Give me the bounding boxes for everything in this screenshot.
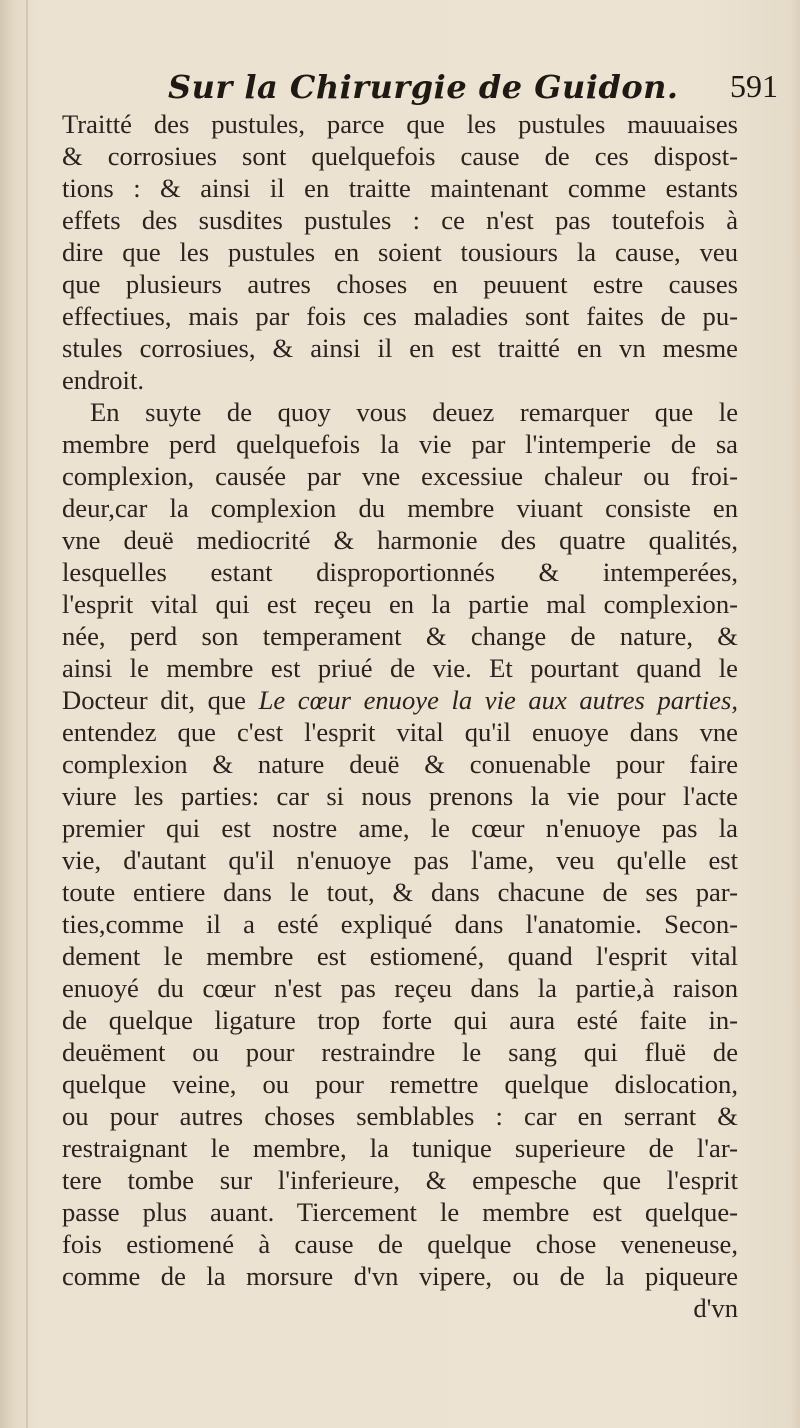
text-line: enuoyé du cœur n'est pas reçeu dans la partie,à raison (62, 973, 738, 1003)
quoted-phrase: Le cœur enuoye la vie aux autres parties, (258, 685, 738, 715)
body-text (62, 108, 738, 1324)
text-line: quelque veine, ou pour remettre quelque dislocation, (62, 1069, 738, 1099)
text-line: que plusieurs autres choses en peuuent estre causes (62, 269, 738, 299)
text-line: comme de la morsure d'vn vipere, ou de la piqueure (62, 1261, 738, 1291)
text-line: stules corrosiues, & ainsi il en est traitté en vn mesme (62, 333, 738, 363)
text-line: vne deuë mediocrité & harmonie des quatre qualités, (62, 525, 738, 555)
text-line: l'esprit vital qui est reçeu en la partie mal complexion- (62, 589, 738, 619)
text-line: entendez que c'est l'esprit vital qu'il enuoye dans vne (62, 717, 738, 747)
text-line: dire que les pustules en soient tousiours la cause, veu (62, 237, 738, 267)
text-line: ou pour autres choses semblables : car en serrant & (62, 1101, 738, 1131)
page-gutter (26, 0, 28, 1428)
text-line: Traitté des pustules, parce que les pustules mauuaises (62, 109, 738, 139)
text-line: passe plus auant. Tiercement le membre est quelque- (62, 1197, 738, 1227)
text-line: toute entiere dans le tout, & dans chacune de ses par- (62, 877, 738, 907)
text-line: effectiues, mais par fois ces maladies sont faites de pu- (62, 301, 738, 331)
text-line: ainsi le membre est priué de vie. Et pourtant quand le (62, 653, 738, 683)
catchword: d'vn (693, 1293, 738, 1323)
text-line: En suyte de quoy vous deuez remarquer que le (90, 397, 738, 427)
text-line: tere tombe sur l'inferieure, & empesche que l'esprit (62, 1165, 738, 1195)
text-line: effets des susdites pustules : ce n'est pas toutefois à (62, 205, 738, 235)
text-line: complexion, causée par vne excessiue chaleur ou froi- (62, 461, 738, 491)
text-line: ties,comme il a esté expliqué dans l'anatomie. Secon- (62, 909, 738, 939)
text-line: née, perd son temperament & change de nature, & (62, 621, 738, 651)
text-fragment: Docteur dit, que (62, 685, 246, 715)
text-line: viure les parties: car si nous prenons la vie pour l'acte (62, 781, 738, 811)
text-line: endroit. (62, 365, 144, 395)
text-line: membre perd quelquefois la vie par l'intemperie de sa (62, 429, 738, 459)
page-header (168, 64, 784, 114)
text-line: fois estiomené à cause de quelque chose veneneuse, (62, 1229, 738, 1259)
text-line: de quelque ligature trop forte qui aura esté faite in- (62, 1005, 738, 1035)
text-line (62, 684, 738, 716)
page-number: 591 (730, 68, 778, 104)
text-line: deuëment ou pour restraindre le sang qui fluë de (62, 1037, 738, 1067)
text-line: dement le membre est estiomené, quand l'esprit vital (62, 941, 738, 971)
text-line: deur,car la complexion du membre viuant consiste en (62, 493, 738, 523)
text-line: lesquelles estant disproportionnés & intemperées, (62, 557, 738, 587)
text-line: tions : & ainsi il en traitte maintenant comme estants (62, 173, 738, 203)
text-line: premier qui est nostre ame, le cœur n'enuoye pas la (62, 813, 738, 843)
text-line: complexion & nature deuë & conuenable pour faire (62, 749, 738, 779)
text-line: restraignant le membre, la tunique superieure de l'ar- (62, 1133, 738, 1163)
text-line: & corrosiues sont quelquefois cause de ces dispost- (62, 141, 738, 171)
running-title: Sur la Chirurgie de Guidon. (168, 68, 679, 106)
text-line: vie, d'autant qu'il n'enuoye pas l'ame, veu qu'elle est (62, 845, 738, 875)
